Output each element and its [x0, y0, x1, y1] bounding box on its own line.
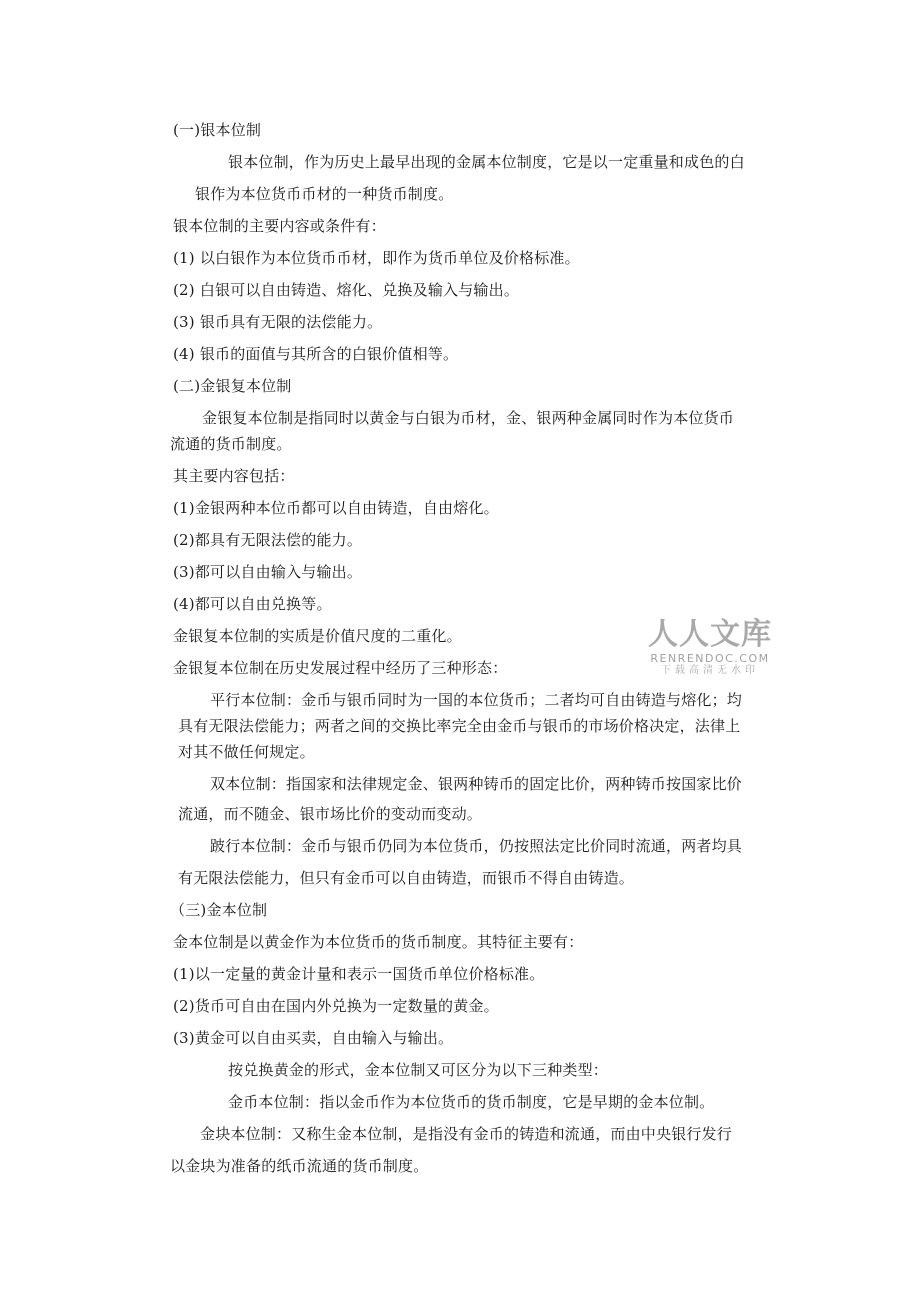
paragraph-line: 金本位制是以黄金作为本位货币的货币制度。其特征主要有： [173, 933, 584, 951]
paragraph-line: 具有无限法偿能力；两者之间的交换比率完全由金币与银币的市场价格决定，法律上 [178, 717, 741, 735]
paragraph-line: 双本位制：指国家和法律规定金、银两种铸币的固定比价，两种铸币按国家比价 [210, 775, 743, 793]
paragraph-line: 金银复本位制的实质是价值尺度的二重化。 [173, 627, 462, 645]
list-item: (1)以一定量的黄金计量和表示一国货币单位价格标准。 [173, 965, 545, 983]
paragraph-line: 金块本位制：又称生金本位制，是指没有金币的铸造和流通，而由中央银行发行 [200, 1125, 733, 1143]
list-item: (1)金银两种本位币都可以自由铸造，自由熔化。 [173, 499, 499, 517]
watermark-title: 人人文库 [648, 617, 772, 652]
paragraph-line: 有无限法偿能力，但只有金币可以自由铸造，而银币不得自由铸造。 [178, 869, 635, 887]
paragraph-line: 金银复本位制在历史发展过程中经历了三种形态： [173, 659, 508, 677]
list-item: (2)都具有无限法偿的能力。 [173, 531, 363, 549]
list-item: (3)都可以自由输入与输出。 [173, 563, 363, 581]
section-heading-gold-standard: （三)金本位制 [170, 901, 268, 919]
list-item: (2) 白银可以自由铸造、熔化、兑换及输入与输出。 [173, 281, 520, 299]
paragraph-line: 以金块为准备的纸币流通的货币制度。 [170, 1157, 429, 1175]
list-item: (4)都可以自由兑换等。 [173, 595, 332, 613]
list-item: (2)货币可自由在国内外兑换为一定数量的黄金。 [173, 997, 499, 1015]
paragraph-line: 银作为本位货币币材的一种货币制度。 [195, 185, 454, 203]
paragraph-line: 跛行本位制：金币与银币仍同为本位货币，仍按照法定比价同时流通，两者均具 [210, 837, 743, 855]
paragraph-line: 对其不做任何规定。 [178, 743, 315, 761]
paragraph-line: 按兑换黄金的形式，金本位制又可区分为以下三种类型： [228, 1061, 609, 1079]
watermark-subtitle: 下载高清无水印 [661, 665, 759, 676]
paragraph-line: 金币本位制：指以金币作为本位货币的货币制度，它是早期的金本位制。 [228, 1093, 715, 1111]
section-heading-bimetallism: (二)金银复本位制 [173, 377, 292, 395]
paragraph-line: 银本位制，作为历史上最早出现的金属本位制度，它是以一定重量和成色的白 [228, 153, 745, 171]
list-item: (4) 银币的面值与其所含的白银价值相等。 [173, 345, 459, 363]
list-item: (3) 银币具有无限的法偿能力。 [173, 313, 383, 331]
list-item: (3)黄金可以自由买卖，自由输入与输出。 [173, 1029, 454, 1047]
watermark-logo [640, 618, 780, 677]
section-heading-silver-standard: (一)银本位制 [173, 121, 262, 139]
paragraph-line: 其主要内容包括： [173, 467, 295, 485]
paragraph-line: 流通，而不随金、银市场比价的变动而变动。 [178, 805, 483, 823]
paragraph-line: 金银复本位制是指同时以黄金与白银为币材，金、银两种金属同时作为本位货币 [202, 409, 735, 427]
paragraph-line: 平行本位制：金币与银币同时为一国的本位货币；二者均可自由铸造与熔化；均 [210, 691, 743, 709]
paragraph-line: 银本位制的主要内容或条件有： [173, 217, 386, 235]
paragraph-line: 流通的货币制度。 [170, 435, 292, 453]
list-item: (1) 以白银作为本位货币币材，即作为货币单位及价格标准。 [173, 249, 580, 267]
watermark-url: RENRENDOC.COM [650, 652, 770, 665]
